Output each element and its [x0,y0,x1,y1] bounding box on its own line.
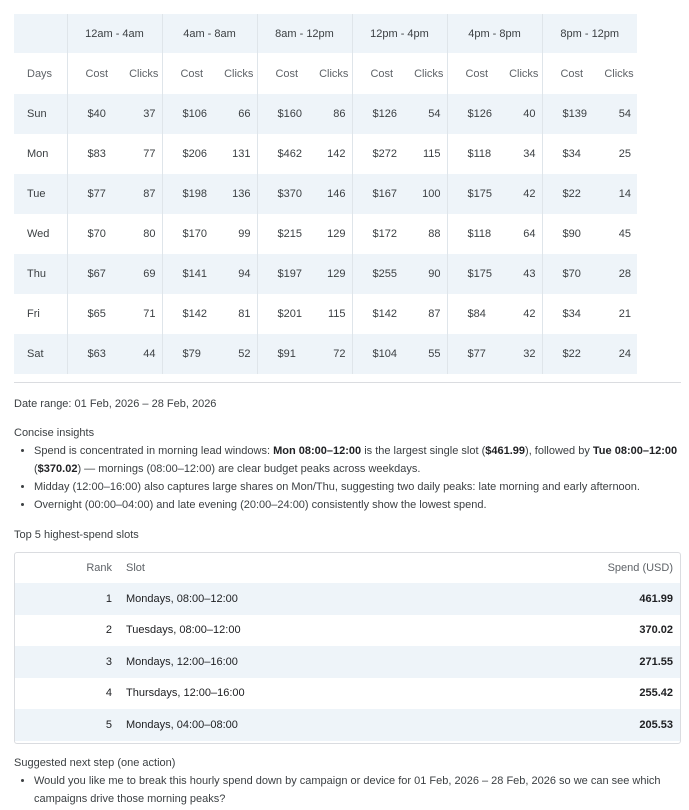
cost-cell: $118 [467,228,492,240]
clicks-cell: 42 [506,294,542,334]
insights-heading: Concise insights [14,427,95,439]
day-row [14,174,637,214]
spend-cell: 255.42 [639,687,673,700]
day-label: Sat [14,334,67,374]
slot-cell: Tuesdays, 08:00–12:00 [126,624,241,637]
cost-cell: $84 [467,308,486,320]
rank-cell: 3 [15,646,125,678]
cost-cell: $70 [87,228,106,240]
slot-header: 12pm - 4pm [352,14,447,53]
day-label: Sun [14,94,67,134]
clicks-cell: 100 [411,174,447,214]
clicks-cell: 52 [221,334,257,374]
spend-cell: 205.53 [470,709,680,741]
clicks-cell: 43 [506,254,542,294]
corner-cell [14,14,67,53]
next-step-list [14,772,674,808]
table-row [15,709,680,741]
cost-cell: $118 [467,148,492,160]
day-row [14,214,637,254]
clicks-cell: 129 [316,214,352,254]
cost-cell: $34 [562,308,581,320]
clicks-cell: 42 [506,174,542,214]
insight-text: ), followed by [525,445,593,457]
slot-header: Slot [126,562,145,574]
insight-strong: Mon 08:00–12:00 [273,445,362,457]
clicks-cell: 77 [126,134,162,174]
insight-text: ) — mornings (08:00–12:00) are clear budget peaks across weekdays. [77,463,421,475]
table-row [15,646,680,678]
insight-item [34,442,682,478]
clicks-cell: 64 [506,214,542,254]
clicks-cell: 71 [126,294,162,334]
cost-cell: $175 [447,174,506,214]
cost-cell: $34 [562,148,581,160]
day-label: Fri [14,294,67,334]
cost-cell: $77 [447,334,506,374]
clicks-cell: 40 [506,94,542,134]
clicks-cell: 34 [506,134,542,174]
clicks-cell: 45 [618,228,631,240]
clicks-cell: 54 [411,94,447,134]
next-step-item: • Would you like me to break this hourly spend down by campaign or device for 01 Feb, 2026 – 28 Feb, 2026 so we can see which campaigns drive those morning peaks? [34,772,674,808]
cost-cell: $197 [257,254,316,294]
metric-header-row [14,53,637,94]
clicks-cell: 21 [618,308,631,320]
clicks-cell: 115 [316,294,352,334]
insight-item: • Midday (12:00–16:00) also captures large shares on Mon/Thu, suggesting two daily peaks: late morning and early afternoon. [34,478,682,496]
spend-header: Spend (USD) [607,562,673,574]
cost-cell: $70 [542,254,601,294]
clicks-cell: 81 [221,294,257,334]
clicks-header: Clicks [221,53,257,94]
clicks-cell: 37 [126,94,162,134]
day-row [14,294,637,334]
cost-cell: $79 [162,334,221,374]
slot-header: 12am - 4am [67,14,162,53]
table-row [15,678,680,710]
day-label: Wed [14,214,67,254]
cost-cell: $65 [87,308,106,320]
clicks-cell: 115 [411,134,447,174]
insight-strong: $461.99 [485,445,526,457]
cost-header: Cost [85,67,109,80]
cost-header: Cost [180,67,204,80]
days-header: Days [14,53,67,94]
cost-cell: $370 [257,174,316,214]
clicks-cell: 28 [601,254,637,294]
table-row [15,583,680,615]
cost-header: Cost [560,67,584,80]
top5-header-row [15,553,680,583]
cost-cell: $272 [372,148,397,160]
spend-cell: 370.02 [639,624,673,637]
cost-cell: $104 [352,334,411,374]
clicks-cell: 25 [618,148,631,160]
cost-cell: $126 [352,94,411,134]
top5-table [15,553,680,741]
cost-cell: $106 [162,94,221,134]
clicks-cell: 87 [126,174,162,214]
clicks-cell: 146 [316,174,352,214]
clicks-cell: 44 [126,334,162,374]
cost-cell: $91 [257,334,316,374]
cost-cell: $22 [542,334,601,374]
slot-cell: Mondays, 12:00–16:00 [125,646,470,678]
cost-cell: $198 [162,174,221,214]
cost-cell: $215 [277,228,302,240]
slot-header: 4am - 8am [162,14,257,53]
day-label: Mon [14,134,67,174]
slot-cell: Thursdays, 12:00–16:00 [126,687,245,700]
cost-cell: $139 [542,94,601,134]
cost-cell: $142 [182,308,207,320]
clicks-cell: 129 [316,254,352,294]
clicks-cell: 55 [411,334,447,374]
clicks-cell: 14 [601,174,637,214]
slot-cell: Mondays, 04:00–08:00 [125,709,470,741]
clicks-header: Clicks [126,53,162,94]
slot-cell: Mondays, 08:00–12:00 [125,583,470,615]
clicks-cell: 142 [316,134,352,174]
cost-cell: $462 [277,148,302,160]
date-range: Date range: 01 Feb, 2026 – 28 Feb, 2026 [14,398,217,410]
clicks-cell: 66 [221,94,257,134]
clicks-cell: 24 [601,334,637,374]
rank-cell: 5 [15,709,125,741]
clicks-cell: 69 [126,254,162,294]
rank-cell: 4 [105,687,112,700]
cost-cell: $201 [277,308,302,320]
cost-cell: $77 [67,174,126,214]
rank-cell: 2 [105,624,112,637]
cost-header: Cost [465,67,489,80]
day-row [14,134,637,174]
clicks-cell: 32 [506,334,542,374]
day-label: Thu [14,254,67,294]
rank-header: Rank [86,562,112,574]
insight-text: ( [34,463,38,475]
clicks-cell: 54 [601,94,637,134]
cost-cell: $167 [352,174,411,214]
insight-text: Spend is concentrated in morning lead windows: [34,445,274,457]
cost-cell: $255 [352,254,411,294]
day-row [14,94,637,134]
clicks-header: Clicks [316,53,352,94]
cost-cell: $160 [257,94,316,134]
slot-header: 8am - 12pm [257,14,352,53]
day-row [14,254,637,294]
cost-header: Cost [275,67,299,80]
cost-cell: $40 [67,94,126,134]
spend-cell: 461.99 [470,583,680,615]
cost-cell: $206 [182,148,207,160]
slot-header: 4pm - 8pm [447,14,542,53]
cost-cell: $142 [372,308,397,320]
cost-cell: $170 [182,228,207,240]
cost-header: Cost [370,67,394,80]
clicks-cell: 80 [126,214,162,254]
clicks-cell: 72 [316,334,352,374]
insight-item: • Overnight (00:00–04:00) and late evening (20:00–24:00) consistently show the lowest spend. [34,496,682,514]
hourly-spend-heatmap [14,14,637,374]
clicks-cell: 94 [221,254,257,294]
clicks-header: Clicks [604,67,634,80]
clicks-cell: 131 [221,134,257,174]
section-divider [14,382,681,383]
insight-strong: $370.02 [37,463,78,475]
top5-table-card [14,552,681,744]
cost-cell: $63 [67,334,126,374]
clicks-cell: 136 [221,174,257,214]
cost-cell: $126 [447,94,506,134]
insights-list [14,442,682,514]
time-slot-header-row [14,14,637,53]
clicks-header: Clicks [506,53,542,94]
clicks-cell: 99 [221,214,257,254]
day-row [14,334,637,374]
cost-cell: $67 [67,254,126,294]
cost-cell: $175 [447,254,506,294]
clicks-cell: 86 [316,94,352,134]
top5-heading: Top 5 highest-spend slots [14,529,139,541]
cost-cell: $90 [562,228,581,240]
clicks-cell: 88 [411,214,447,254]
clicks-cell: 87 [411,294,447,334]
insight-text: is the largest single slot ( [361,445,486,457]
clicks-cell: 90 [411,254,447,294]
rank-cell: 1 [15,583,125,615]
cost-cell: $172 [372,228,397,240]
cost-cell: $83 [87,148,106,160]
slot-header: 8pm - 12pm [542,14,637,53]
cost-cell: $141 [162,254,221,294]
day-label: Tue [14,174,67,214]
insight-strong: Tue 08:00–12:00 [592,445,678,457]
cost-cell: $22 [542,174,601,214]
spend-cell: 271.55 [470,646,680,678]
table-row [15,615,680,647]
clicks-header: Clicks [411,53,447,94]
next-step-heading: Suggested next step (one action) [14,757,176,769]
